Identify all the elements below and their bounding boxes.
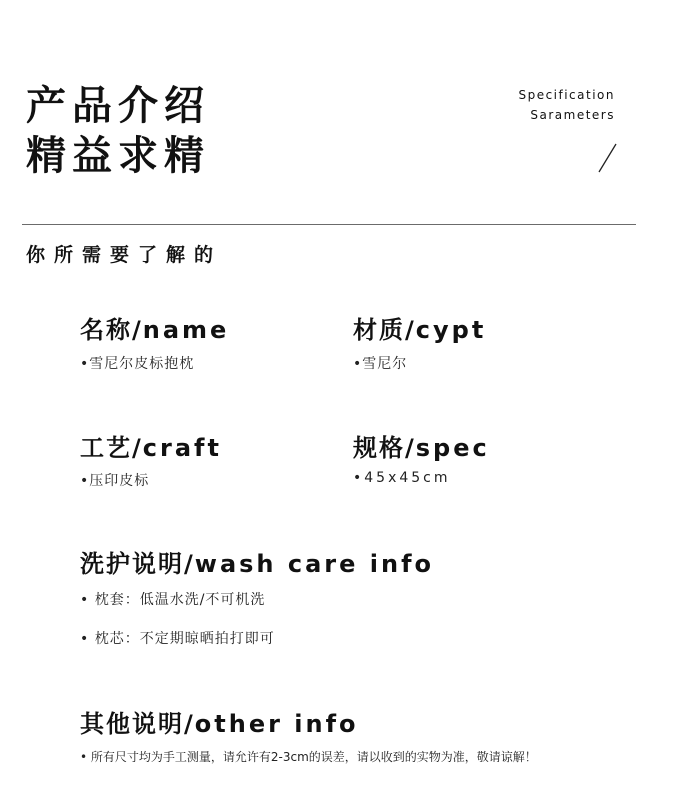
header-divider — [22, 224, 636, 225]
craft-title-zh: 工艺/ — [80, 434, 143, 462]
material-section-title — [353, 310, 486, 345]
wash-item-pillowcase: • 枕套：低温水洗/不可机洗 — [80, 592, 266, 608]
name-value: •雪尼尔皮标抱枕 — [80, 356, 195, 372]
spec-label-line-1: Specification — [518, 88, 615, 102]
page-title-line-2: 精益求精 — [26, 133, 210, 179]
subheading: 你所需要了解的 — [26, 244, 223, 266]
wash-item-core: • 枕芯：不定期晾晒拍打即可 — [80, 631, 275, 647]
name-title-en: name — [142, 316, 230, 344]
spec-section-title — [353, 428, 490, 463]
material-title-en: cypt — [415, 316, 487, 344]
craft-value: •压印皮标 — [80, 473, 150, 489]
spec-value: •45x45cm — [353, 470, 451, 486]
wash-title-zh: 洗护说明/ — [80, 550, 195, 578]
other-title-en: other info — [194, 710, 359, 738]
other-note: • 所有尺寸均为手工测量，请允许有2-3cm的误差，请以收到的实物为准，敬请谅解！ — [80, 750, 537, 764]
other-section-title — [80, 704, 359, 739]
wash-section-title — [80, 544, 434, 579]
craft-section-title — [80, 428, 222, 463]
material-value: •雪尼尔 — [353, 356, 408, 372]
craft-title-en: craft — [142, 434, 222, 462]
slash-decoration-icon — [590, 142, 620, 174]
spec-label-line-2: Sarameters — [530, 108, 615, 122]
page-title-line-1: 产品介绍 — [26, 83, 210, 129]
other-title-zh: 其他说明/ — [80, 710, 195, 738]
wash-title-en: wash care info — [194, 550, 434, 578]
spec-title-en: spec — [415, 434, 490, 462]
name-section-title — [80, 310, 229, 345]
spec-title-zh: 规格/ — [353, 434, 416, 462]
material-title-zh: 材质/ — [353, 316, 416, 344]
name-title-zh: 名称/ — [80, 316, 143, 344]
